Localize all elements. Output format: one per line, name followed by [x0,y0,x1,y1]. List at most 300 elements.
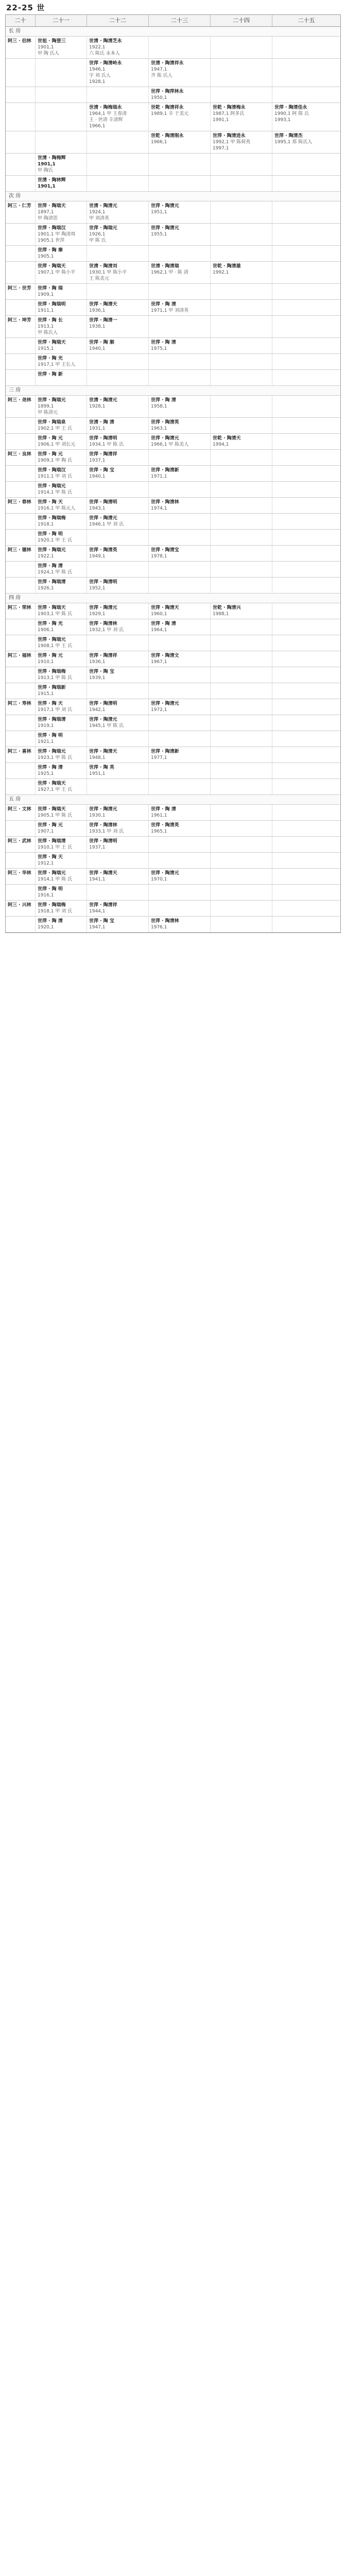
table-cell [87,885,149,900]
table-cell [211,338,272,353]
table-cell: 阿三 · 伯林 [6,37,36,58]
table-row [6,450,340,466]
table-cell: 世萍 · 陶 元 1907,1 [36,821,87,836]
table-cell: 阿三 · 尧林 [6,396,36,417]
table-cell: 世萍 · 陶清英 1949,1 [87,546,149,561]
table-cell: 阿三 · 世芳 [6,284,36,299]
table-cell: 世萍 · 陶 清 1958,1 [149,396,211,417]
table-row [6,300,340,316]
table-cell [211,466,272,481]
table-cell [36,87,87,103]
table-cell [6,434,36,449]
table-cell [272,514,340,529]
table-cell: 世清 · 陶清刘 1930,1 甲 陈小平 王 陈美元 [87,262,149,283]
table-cell [211,683,272,699]
table-cell [6,59,36,87]
table-cell: 世萍 · 陶萍林永 1950,1 [149,87,211,103]
table-cell: 世萍 · 陶瑞清 1919,1 [36,715,87,731]
table-cell: 世乾 · 陶清梅永 1987,1 阿多氏 1991,1 [211,103,272,131]
table-cell [272,747,340,762]
table-cell [272,603,340,619]
table-cell [211,763,272,778]
table-cell [149,154,211,175]
table-cell: 世萍 · 陶清岭永 1946,1 字 刘 氏人 1928,1 [87,59,149,87]
table-cell [6,262,36,283]
table-cell [149,176,211,191]
table-cell [211,396,272,417]
table-cell [6,131,36,153]
table-cell [36,103,87,131]
table-cell: 世萍 · 陶清天 1960,1 [149,603,211,619]
table-cell [211,201,272,223]
table-cell: 世萍 · 陶清林 1976,1 [149,917,211,932]
table-cell: 世萍 · 陶清祥 1944,1 [87,901,149,916]
table-row [6,37,340,59]
section-label: 五 房 [6,795,340,805]
genealogy-table [5,14,341,933]
table-row [6,747,340,763]
table-cell: 世萍 · 陶清元 1946,1 甲 刘 氏 [87,514,149,529]
table-cell [272,635,340,651]
table-cell [211,619,272,635]
table-cell: 世萍 · 陶瑞天 1905,1 甲 陈 氏 [36,805,87,820]
table-cell [149,853,211,868]
table-cell [211,530,272,545]
table-cell [211,370,272,385]
table-cell [6,370,36,385]
table-cell [272,667,340,683]
table-cell [211,546,272,561]
table-cell [272,530,340,545]
table-cell [211,805,272,820]
table-cell [149,450,211,465]
table-cell: 世萍 · 陶清元 1970,1 [149,869,211,884]
table-cell [211,514,272,529]
table-cell: 阿三 · 仁芳 [6,201,36,223]
table-cell [272,821,340,836]
table-row [6,176,340,192]
table-cell [149,635,211,651]
table-row [6,338,340,354]
table-cell: 世萍 · 陶 清 1961,1 [149,805,211,820]
table-cell [149,901,211,916]
table-cell: 世萍 · 陶清进永 1992,1 甲 陈荷英 1997,1 [211,131,272,153]
table-cell [211,635,272,651]
table-cell [211,885,272,900]
table-cell: 世萍 · 陶 长 1913,1 甲 陈氏人 [36,316,87,337]
table-cell [211,482,272,497]
table-cell: 世清 · 陶清瑞 1962,1 甲 · 陈 清 [149,262,211,283]
table-cell [87,154,149,175]
table-cell: 世萍 · 陶清新 1977,1 [149,747,211,762]
table-body [6,27,340,933]
table-cell: 世萍 · 陶清明 1934,1 甲 陈 氏 [87,434,149,449]
table-row [6,103,340,131]
table-cell: 阿三 · 文林 [6,805,36,820]
table-cell: 世萍 · 陶 清 1925,1 [36,763,87,778]
table-cell [87,731,149,747]
table-row [6,853,340,869]
table-cell [6,514,36,529]
table-cell: 世萍 · 陶瑞元 1914,1 甲 陈 氏 [36,869,87,884]
table-cell [211,578,272,593]
table-cell [87,284,149,299]
table-cell: 世萍 · 陶瑞天 1897,1 甲 陶清思 [36,201,87,223]
table-cell [149,246,211,261]
table-row [6,917,340,933]
table-cell [272,853,340,868]
table-cell [211,176,272,191]
table-cell [272,731,340,747]
table-cell [87,176,149,191]
table-cell: 世乾 · 陶清兴 1988,1 [211,603,272,619]
table-cell [211,562,272,577]
table-cell [6,176,36,191]
table-cell: 世萍 · 陶瑞泉 1902,1 甲 王 氏 [36,418,87,433]
column-header: 二十三 [149,15,211,26]
table-cell [6,731,36,747]
table-cell: 世萍 · 陶瑞清 1926,1 [36,578,87,593]
table-cell [87,482,149,497]
table-cell [272,284,340,299]
table-cell: 世萍 · 陶清元 1955,1 [149,224,211,245]
table-cell: 世萍 · 陶瑞梅 1918,1 [36,514,87,529]
table-row [6,821,340,837]
table-cell [211,154,272,175]
table-cell: 世萍 · 陶清林 1933,1 甲 刘 氏 [87,821,149,836]
table-cell [211,747,272,762]
table-row [6,837,340,853]
table-cell: 世萍 · 陶 宝 1947,1 [87,917,149,932]
table-cell [87,562,149,577]
table-row [6,635,340,651]
table-cell: 世萍 · 陶清英 1963,1 [149,418,211,433]
table-cell [87,853,149,868]
section-label: 三 房 [6,386,340,396]
table-cell [272,482,340,497]
table-cell: 世萍 · 陶 清 1924,1 甲 陈 氏 [36,562,87,577]
table-cell [211,731,272,747]
table-cell [211,37,272,58]
table-cell: 世萍 · 陶 清 1920,1 [36,917,87,932]
table-cell: 世萍 · 陶清明 1937,1 [87,837,149,852]
table-cell: 世萍 · 陶 宝 1939,1 [87,667,149,683]
table-cell: 世乾 · 陶清刚永 1966,1 [149,131,211,153]
table-cell: 世萍 · 陶 明 1920,1 甲 王 氏 [36,530,87,545]
table-cell [6,619,36,635]
table-cell [87,354,149,369]
table-cell [6,821,36,836]
table-cell [272,201,340,223]
table-cell: 世清 · 陶清元 1924,1 甲 刘清英 [87,201,149,223]
table-cell [87,635,149,651]
table-row [6,316,340,338]
table-cell [272,224,340,245]
table-cell [6,338,36,353]
table-cell: 世萍 · 陶瑞梅 1918,1 甲 刘 氏 [36,901,87,916]
table-cell: 世萍 · 陶 光 1906,1 [36,619,87,635]
section-label: 四 房 [6,594,340,603]
table-cell [149,885,211,900]
table-cell: 世萍 · 陶瑞元 1899,1 甲 陈清元 [36,396,87,417]
table-cell [149,514,211,529]
table-cell [211,224,272,245]
table-cell [211,246,272,261]
table-cell [211,917,272,932]
table-cell: 世萍 · 陶 明 1921,1 [36,731,87,747]
table-cell [87,683,149,699]
table-cell [272,699,340,715]
table-cell: 世萍 · 陶清明 1952,1 [87,578,149,593]
table-row [6,869,340,885]
table-cell [211,837,272,852]
table-cell [211,498,272,513]
table-cell [272,651,340,667]
table-cell: 世萍 · 陶清元 1951,1 [149,201,211,223]
table-cell [211,450,272,465]
table-cell: 阿三 · 福林 [6,651,36,667]
table-cell: 世清 · 陶清祥永 1947,1 齐 陈 氏人 [149,59,211,87]
table-cell [149,284,211,299]
table-cell [272,562,340,577]
table-row [6,546,340,562]
table-row [6,466,340,482]
table-cell [272,262,340,283]
table-row [6,603,340,619]
table-cell [211,715,272,731]
table-cell: 世祖 · 陶登三 1901,1 甲 陶 氏人 [36,37,87,58]
table-cell [272,176,340,191]
table-cell: 世萍 · 陶瑞汉 1911,1 甲 刘 氏 [36,466,87,481]
page-title: 22-25 世 [6,3,45,12]
table-cell: 世萍 · 陶清祥 1936,1 [87,651,149,667]
table-cell [36,131,87,153]
table-cell [6,87,36,103]
table-cell [6,224,36,245]
table-cell [272,246,340,261]
table-cell [149,354,211,369]
table-cell: 世萍 · 陶瑞天 1915,1 [36,338,87,353]
table-cell [211,821,272,836]
table-header [6,15,340,27]
table-cell: 阿三 · 良林 [6,450,36,465]
table-cell [272,805,340,820]
table-row [6,418,340,434]
table-cell: 世萍 · 陶清林 1974,1 [149,498,211,513]
column-header: 二十五 [298,17,315,24]
table-cell [272,300,340,315]
column-header: 二十二 [87,15,149,26]
table-row [6,779,340,795]
table-cell: 阿三 · 荣林 [6,603,36,619]
column-header: 二十四 [211,15,272,26]
table-cell: 世萍 · 陶瑞梅 1913,1 甲 陈 氏 [36,667,87,683]
table-cell: 世萍 · 陶 瑞 1909,1 [36,284,87,299]
table-cell [6,683,36,699]
table-cell [149,37,211,58]
column-header: 二十一 [36,15,87,26]
table-cell [149,316,211,337]
table-cell [6,418,36,433]
table-cell [6,466,36,481]
table-cell [211,779,272,794]
table-cell: 世萍 · 陶瑞元 1908,1 甲 王 氏 [36,635,87,651]
table-cell: 世萍 · 陶清佳永 1990,1 阿 陈 氏 1993,1 [274,105,309,123]
table-cell [272,37,340,58]
table-cell: 世萍 · 陶 天 1917,1 甲 刘 氏 [36,699,87,715]
table-cell: 阿三 · 喜林 [6,747,36,762]
table-cell: 世萍 · 陶清新 1971,1 [149,466,211,481]
table-cell [149,370,211,385]
table-row [6,354,340,370]
table-cell [272,338,340,353]
table-row [6,434,340,450]
table-cell [272,466,340,481]
table-row [6,667,340,683]
table-cell: 世萍 · 陶清天 1941,1 [87,869,149,884]
table-row [6,59,340,87]
table-cell [149,578,211,593]
table-row [6,731,340,747]
table-cell [272,354,340,369]
table-cell [149,562,211,577]
table-cell: 世萍 · 陶清元 1929,1 [87,603,149,619]
table-cell [272,396,340,417]
table-cell: 世清 · 陶清芝永 1922,1 六 陈氏 永本人 [87,37,149,58]
table-cell [6,885,36,900]
table-cell [6,917,36,932]
table-cell [6,763,36,778]
table-cell: 世萍 · 陶 宝 1940,1 [87,466,149,481]
table-cell: 阿三 · 春林 [6,498,36,513]
table-cell: 世萍 · 陶 清 1971,1 甲 刘清英 [149,300,211,315]
table-cell: 世乾 · 陶清天 1994,1 [211,434,272,449]
table-row [6,201,340,224]
table-cell [6,635,36,651]
table-row [6,131,340,154]
table-cell: 世清 · 陶梅辉 1901,1 甲 陶氏 [36,154,87,175]
table-row [6,246,340,262]
table-cell [211,316,272,337]
table-cell [211,667,272,683]
table-cell: 世萍 · 陶清元 1930,1 [87,805,149,820]
table-cell [272,59,340,87]
table-row [6,482,340,498]
table-cell [272,87,340,103]
table-cell: 世清 · 陶 清 1931,1 [87,418,149,433]
table-cell [87,779,149,794]
table-cell [36,59,87,87]
table-cell: 世萍 · 陶清元 1966,1 甲 陈美人 [149,434,211,449]
table-row [6,619,340,635]
table-cell [6,562,36,577]
table-cell: 世萍 · 陶 元 1909,1 甲 陶 氏 [36,450,87,465]
table-cell [272,498,340,513]
table-cell: 世清 · 陶林辉 1901,1 [36,176,87,191]
table-row [6,805,340,821]
table-cell [272,869,340,884]
table-cell: 世萍 · 陶清明 1943,1 [87,498,149,513]
table-cell: 世萍 · 陶清林 1932,1 甲 刘 氏 [87,619,149,635]
table-cell: 阿三 · 武林 [6,837,36,852]
table-row [6,763,340,779]
table-cell [272,715,340,731]
table-cell [6,300,36,315]
table-row [6,514,340,530]
table-cell [211,354,272,369]
table-cell [6,530,36,545]
table-row [6,87,340,103]
table-cell: 世萍 · 陶清文 1967,1 [149,651,211,667]
table-cell [211,284,272,299]
table-cell: 世萍 · 陶瑞天 1907,1 甲 陈小平 [36,262,87,283]
table-cell: 世萍 · 陶 天 1912,1 [36,853,87,868]
table-row [6,530,340,546]
table-cell: 世萍 · 陶 天 1916,1 甲 陈元人 [36,498,87,513]
table-cell [211,853,272,868]
table-cell [272,370,340,385]
table-cell [211,418,272,433]
table-row [6,224,340,246]
table-cell: 世萍 · 陶 明 1916,1 [36,885,87,900]
table-row [6,154,340,176]
table-cell [272,619,340,635]
table-cell: 世萍 · 陶清元 1945,1 甲 陈 氏 [87,715,149,731]
table-row [6,396,340,418]
table-cell: 世萍 · 陶 元 1910,1 [36,651,87,667]
table-row [6,370,340,386]
section-label: 次 房 [6,192,340,201]
table-cell: 阿三 · 华林 [6,869,36,884]
table-cell: 世萍 · 陶清天 1936,1 [87,300,149,315]
table-cell: 世萍 · 陶 清 1964,1 [149,619,211,635]
table-cell [272,434,340,449]
table-cell: 世乾 · 陶清祥永 1989,1 辛 于美元 [149,103,211,131]
table-cell [211,87,272,103]
table-cell [211,901,272,916]
table-cell [272,450,340,465]
table-cell: 世萍 · 陶清元 1972,1 [149,699,211,715]
column-header: 二十 [6,15,36,26]
table-cell [6,853,36,868]
table-cell: 世萍 · 陶 英 1951,1 [87,763,149,778]
table-cell: 世清 · 陶梅瑞永 1964,1 甲 王春清 王 · 世清 丰清辉 1966,1 [87,103,149,131]
table-cell [149,731,211,747]
table-cell [272,578,340,593]
table-row [6,901,340,917]
table-cell [272,901,340,916]
table-cell [6,578,36,593]
table-cell [6,246,36,261]
table-cell: 世萍 · 陶瑞天 1927,1 甲 王 氏 [36,779,87,794]
table-cell: 世萍 · 陶清宝 1978,1 [149,546,211,561]
table-row [6,885,340,901]
table-cell: 世萍 · 陶瑞明 1911,1 [36,300,87,315]
table-cell [211,651,272,667]
table-cell: 世萍 · 陶清明 1942,1 [87,699,149,715]
table-row [6,578,340,594]
table-cell: 世萍 · 陶清一 1938,1 [87,316,149,337]
table-cell [87,246,149,261]
table-cell [149,715,211,731]
table-cell: 世萍 · 陶清杰 1995,1 郑 陈氏人 [274,133,313,145]
table-cell: 阿三 · 坤芳 [6,316,36,337]
table-cell [272,885,340,900]
table-cell [87,370,149,385]
table-cell: 世萍 · 陶瑞元 1926,1 甲 陈 氏 [87,224,149,245]
table-cell [211,300,272,315]
table-cell: 世萍 · 陶清天 1948,1 [87,747,149,762]
